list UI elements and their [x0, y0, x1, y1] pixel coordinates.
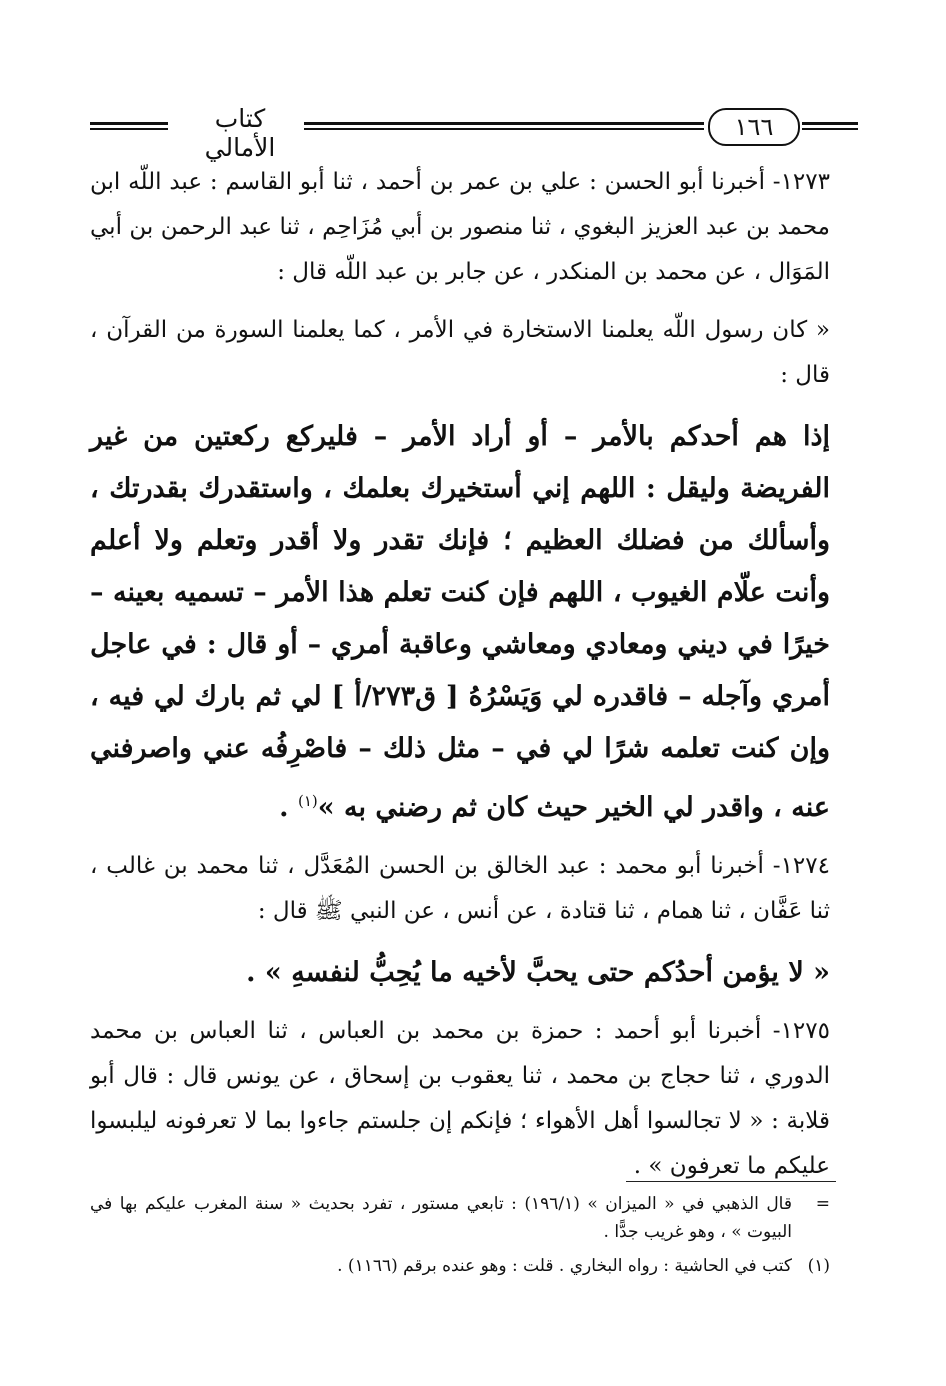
hadith-1273-text: [90, 411, 830, 834]
footnote-1: [90, 1252, 830, 1280]
footnote-continued: [90, 1190, 830, 1246]
hadith-1274-isnad: ١٢٧٤- أخبرنا أبو محمد : عبد الخالق بن الحسن المُعَدَّل ، ثنا محمد بن غالب ، ثنا عَفَّان ، ثنا همام ، ثنا قتادة ، عن أنس ، عن النبي ﷺ قال :: [90, 853, 830, 924]
footnote-separator: [626, 1181, 836, 1182]
running-header: [90, 100, 858, 162]
footnote-mark: =: [815, 1194, 830, 1214]
footnote-text: قال الذهبي في « الميزان » (١٩٦/١) : تابعي مستور ، تفرد بحديث « سنة المغرب عليكم بها في البيوت » ، وهو غريب جدًّا .: [90, 1194, 792, 1242]
hadith-1273-isnad: ١٢٧٣- أخبرنا أبو الحسن : علي بن عمر بن أحمد ، ثنا أبو القاسم : عبد اللّه ابن محمد بن عبد العزيز البغوي ، ثنا منصور بن أبي مُزَاحِم ، ثنا عبد الرحمن بن أبي المَوَال ، عن محمد بن المنكدر ، عن جابر بن عبد اللّه قال :: [90, 169, 830, 285]
footnotes: [90, 1190, 830, 1286]
header-rule-middle: [304, 122, 704, 125]
book-title: كتاب الأمالي: [204, 104, 276, 162]
footnote-mark: (١): [807, 1256, 830, 1276]
page-number: ١٦٦: [708, 108, 800, 146]
hadith-1273-intro: « كان رسول اللّه يعلمنا الاستخارة في الأمر ، كما يعلمنا السورة من القرآن ، قال :: [90, 317, 830, 388]
hadith-1273-end: .: [279, 792, 298, 823]
main-text: [90, 160, 830, 1202]
hadith-1273-quote: إذا هم أحدكم بالأمر – أو أراد الأمر – فليركع ركعتين من غير الفريضة وليقل : اللهم إني أستخيرك بعلمك ، واستقدرك بقدرتك ، وأسألك من فضلك العظيم ؛ فإنك تقدر ولا أقدر وتعلم ولا أعلم وأنت علّام الغيوب ، اللهم فإن كنت تعلم هذا الأمر – تسميه بعينه – خيرًا في ديني ومعادي ومعاشي وعاقبة أمري – أو قال : في عاجل أمري وآجله – فاقدره لي وَيَسْرُهُ [ ق٢٧٣/أ ] لي ثم بارك لي فيه ، وإن كنت تعلمه شرًا لي في – مثل ذلك – فاصْرِفُه عني واصرفني عنه ، واقدر لي الخير حيث كان ثم رضني به »: [90, 421, 830, 823]
header-rule-left: [90, 122, 168, 125]
header-rule-right: [802, 122, 858, 125]
footnote-text: كتب في الحاشية : رواه البخاري . قلت : وهو عنده برقم (١١٦٦) .: [337, 1256, 792, 1276]
footnote-marker-1: (١): [297, 792, 318, 810]
hadith-1275-text: ١٢٧٥- أخبرنا أبو أحمد : حمزة بن محمد بن العباس ، ثنا العباس بن محمد الدوري ، ثنا حجاج بن محمد ، ثنا يعقوب بن إسحاق ، عن يونس قال : قال أبو قلابة : « لا تجالسوا أهل الأهواء ؛ فإنكم إن جلستم جاءوا بما لا تعرفونه ليلبسوا عليكم ما تعرفون » .: [90, 1018, 830, 1179]
hadith-1274-text: « لا يؤمن أحدُكم حتى يحبَّ لأخيه ما يُحِبُّ لنفسهِ » .: [246, 957, 830, 988]
